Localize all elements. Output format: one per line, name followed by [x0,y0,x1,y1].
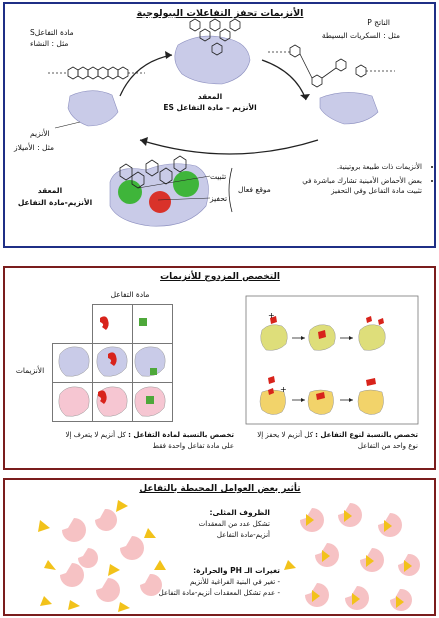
optimal-conditions-title: الظروف المثلى: [209,508,270,517]
fixing-label: تثبيت [210,172,227,181]
ph-temperature-text-1: - تغير في البنية الفراغية للأنزيم [190,578,280,586]
panel3-title: تأثير بعض العوامل المحيطة بالتفاعل [139,484,301,494]
svg-text:+: + [268,311,275,320]
enzyme-example: مثل : الأميلاز [14,143,54,152]
active-site-label: موقع فعال [238,185,271,194]
panel2-title: التخصص المزدوج للأنزيمات [160,272,280,282]
substrate-label: مادة التفاعلS [30,28,74,37]
bullet-item: • الأنزيمات ذات طبيعة بروتينية. [300,162,422,172]
bullet-item: • بعض الأحماض الأمينية تشارك مباشرة في تثبيت مادة التفاعل وفي التحفيز [300,176,422,196]
complex2-title: المعقد [37,186,63,195]
substrate-specificity-caption-text: كل أنزيم لا يتعرف إلا على مادة تفاعل واحدة فقط [65,431,234,450]
substrate-example: مثل : النشاء [30,39,69,48]
catalysis-label: تحفيز [210,194,228,203]
enzymes-header: الأنزيمات [15,366,45,375]
reaction-specificity-caption-text: كل أنزيم لا يحفز إلا نوع واحد من التفاعل [257,431,418,450]
optimal-conditions-text-1: تشكل عدد من المعقدات [198,520,270,528]
enzyme-label: الأنزيم [30,129,50,138]
optimal-conditions-text-2: أنزيم-مادة التفاعل [216,531,270,539]
panel1-title: الأنزيمات تحفز التفاعلات البيولوجية [136,8,304,19]
complex-name: الأنزيم – مادة التفاعل ES [163,103,257,112]
reaction-specificity-caption-title: تخصص بالنسبة لنوع التفاعل : [315,431,418,439]
ph-temperature-title: تغيرات الـ PH والحرارة: [193,566,280,575]
product-example: مثل : السكريات البسيطة [321,31,400,40]
substrate-specificity-caption-title: تخصص بالنسبة لمادة التفاعل : [128,431,234,439]
complex2-name: الأنزيم-مادة التفاعل [17,198,93,207]
ph-temperature-text-2: - عدم تشكل المعقدات أنزيم-مادة التفاعل [158,589,280,597]
product-label: الناتج P [367,18,390,27]
svg-text:+: + [280,385,287,394]
optimal-enzyme-cluster [284,503,420,611]
substrate-header: مادة التفاعل [110,290,150,299]
complex-title: المعقد [197,92,223,101]
